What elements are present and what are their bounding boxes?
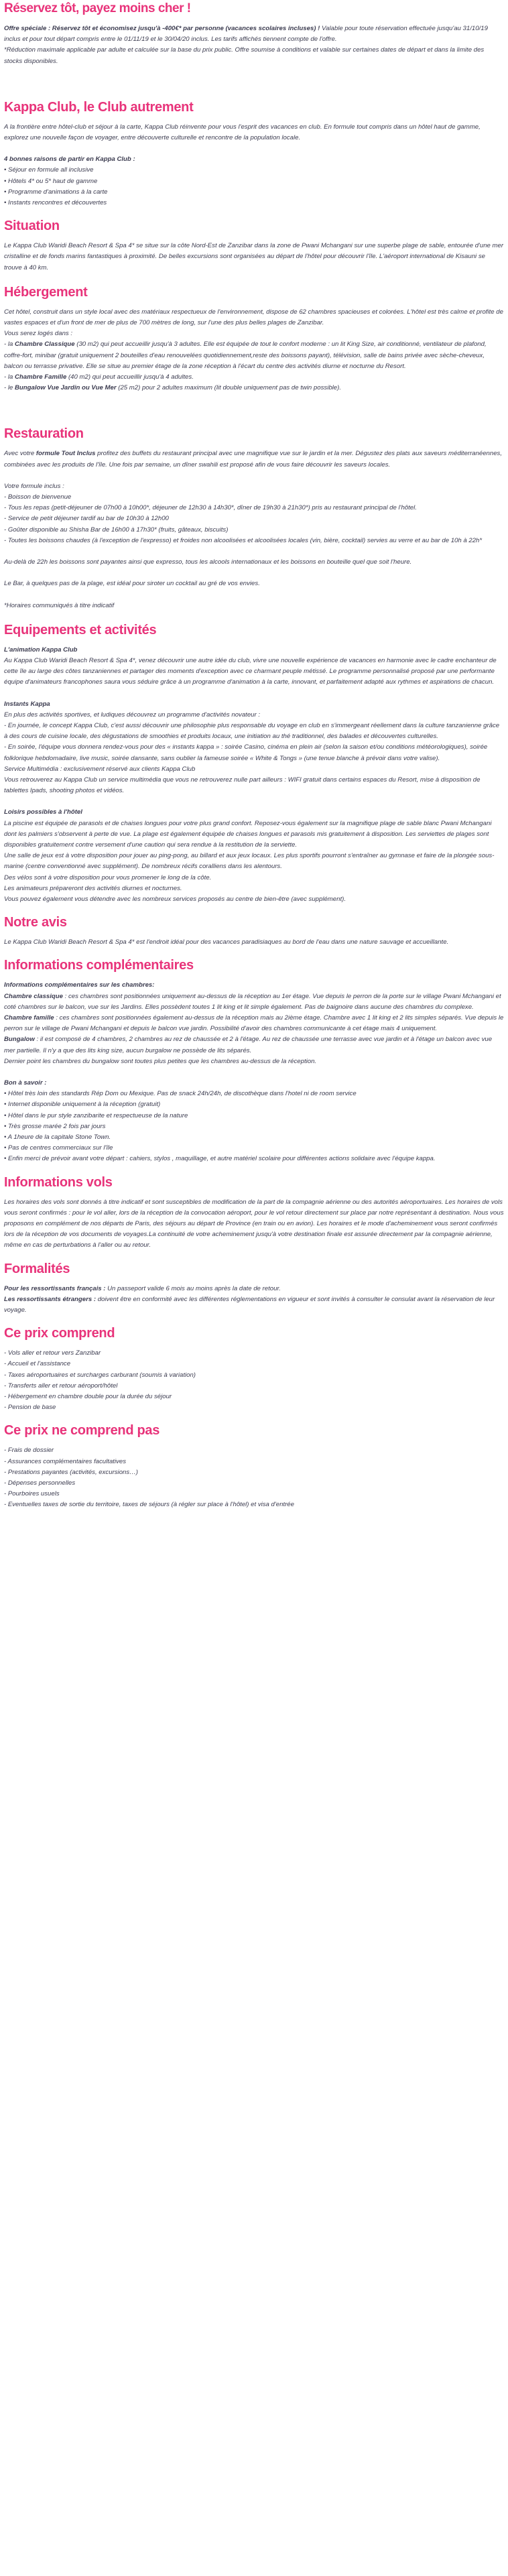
special-offer-text <box>4 23 504 45</box>
kappa-club-section <box>4 99 504 208</box>
section-title-situation: Situation <box>4 219 60 234</box>
reasons-title: 4 bonnes raisons de partir en Kappa Club : <box>4 156 135 164</box>
section-title-hebergement: Hébergement <box>4 284 88 300</box>
hebergement-section <box>4 284 504 394</box>
room-bungalow-name: Bungalow Vue Jardin ou Vue Mer <box>15 384 117 392</box>
section-title-avis: Notre avis <box>4 915 67 930</box>
bar-text: Le Bar, à quelques pas de la plage, est idéal pour siroter un cocktail au gré de vos envies. <box>4 580 260 588</box>
drinks-extra: Au-delà de 22h les boissons sont payantes ainsi que expresso, tous les alcools internationaux et les boissons en bouteille quel que soit l'heure. <box>4 558 412 566</box>
hebergement-text: Cet hôtel, construit dans un style local avec des matériaux respectueux de l'environnement, dispose de 62 chambres spacieuses et colorées. L'hôtel est très calme et profite de vastes espaces et d'un front de mer de plus de 700 mètres de long, sur l'une des plus belles plages de Zanzibar. Vous serez logés dans : <box>4 308 503 338</box>
offer-footnote: *Réduction maximale applicable par adulte et calculée sur la base du prix public. Offre soumise à conditions et valable sur certaines dates de départ et dans la limite des stocks disponibles. <box>4 46 485 65</box>
loisirs-title: Loisirs possibles à l'hôtel <box>4 808 82 816</box>
info-classique <box>4 991 504 1013</box>
formalites-french-text: Un passeport valide 6 mois au moins après la date de retour. <box>105 1284 281 1292</box>
section-title-vols: Informations vols <box>4 1174 113 1190</box>
situation-text: Le Kappa Club Waridi Beach Resort & Spa 4* se situe sur la côte Nord-Est de Zanzibar dans la zone de Pwani Mchangani sur une superbe plage de sable, entourée d'une mer cristalline et de fonds marins fantastiques à proximité. De belles excursions sont organisées au départ de l'hôtel pour découvrir l'île. L'aéroport international de Kisauni se trouve à 40 km. <box>4 242 504 271</box>
formalites-foreign <box>4 1294 504 1316</box>
restauration-section <box>4 426 504 611</box>
section-title-infos: Informations complémentaires <box>4 958 194 973</box>
animation-title: L'animation Kappa Club <box>4 646 78 654</box>
hours-note: *Horaires communiqués à titre indicatif <box>4 601 115 609</box>
vols-section <box>4 1174 504 1251</box>
situation-section <box>4 218 504 273</box>
formalites-french <box>4 1284 504 1294</box>
room-famille <box>4 372 504 383</box>
equipements-section <box>4 622 504 905</box>
special-offer-label: Offre spéciale : Réservez tôt et économisez jusqu'à -400€* par personne (vacances scolaires incluses) ! <box>4 25 320 32</box>
info-famille <box>4 1013 504 1034</box>
avis-section <box>4 914 504 948</box>
room-famille-desc: (40 m2) qui peut accueillir jusqu'à 4 adultes. <box>66 373 194 381</box>
early-booking-section <box>4 0 504 67</box>
section-title-price-excludes: Ce prix ne comprend pas <box>4 1423 160 1438</box>
info-bungalow-name: Bungalow <box>4 1036 35 1044</box>
restauration-text-rest: profitez des buffets du restaurant principal avec une magnifique vue sur le jardin et la mer. Dégustez des plats aux saveurs méditerranéennes, combinées avec les produits de l'île. Une fois par semaine, un dîner swahili est proposé afin de vous faire découvrir les saveurs locales. <box>4 450 502 469</box>
room-bungalow <box>4 383 504 393</box>
formalites-foreign-label: Les ressortissants étrangers : <box>4 1295 97 1303</box>
formula-details: Votre formule inclus : - Boisson de bienvenue - Tous les repas (petit-déjeuner de 07h00 à 10h00*, déjeuner de 12h30 à 14h30*, dîner de 19h30 à 21h30*) pris au restaurant principal de l'hôtel. - Service de petit déjeuner tardif au bar de 10h30 à 12h00 - Goûter disponible au Shisha Bar de 16h00 à 17h30* (fruits, gâteaux, biscuits) - Toutes les boissons chaudes (à l'exception de l'expresso) et froides non alcoolisées et alcoolisées locales (vin, bière, cocktail) servies au verre et au bar de 10h à 22h* <box>4 482 483 544</box>
good-to-know-list: • Hôtel très loin des standards Rép Dom ou Mexique. Pas de snack 24h/24h, de discothèque dans l'hotel ni de room service • Internet disponible uniquement à la réception (gratuit) • Hôtel dans le pur style zanzibarite et respectueuse de la nature • Très grosse marée 2 fois par jours • A 1heure de la capitale Stone Town. • Pas de centres commerciaux sur l'île • Enfin merci de prévoir avant votre départ : cahiers, stylos , maquillage, et autre matériel scolaire pour différentes actions solidaire avec l'équipe kappa. <box>4 1090 436 1163</box>
room-classique-prefix: - la <box>4 341 15 349</box>
loisirs-text: La piscine est équipée de parasols et de chaises longues pour votre plus grand confort. Reposez-vous également sur la magnifique plage de sable blanc Pwani Mchangani dont les palmiers s'observent à perte de vue. La plage est également équipée de chaises longues et parasols mis gratuitement à disposition. Les serviettes de plages sont disponibles gratuitement contre versement d'une caution qui sera rendue à la restitution de la serviette. Une salle de jeux est à votre disposition pour jouer au ping-pong, au billard et aux jeux locaux. Les plus sportifs pourront s'entraîner au gymnase et faire de la plongée sous-marine (centre conventionné avec supplément). De nombreux récifs coralliens dans les alentours. Des vélos sont à votre disposition pour vous promener le long de la côte. Les animateurs prépareront des activités diurnes et nocturnes. Vous pouvez également vous détendre avec les nombreux services proposés au centre de bien-être (avec supplément). <box>4 819 495 903</box>
special-offer-details: Valable pour toute réservation effectuée jusqu'au 31/10/19 inclus et pour tout départ compris entre le 01/11/19 et le 30/04/20 inclus. Les tarifs affichés tiennent compte de l'offre. <box>4 25 488 44</box>
section-title-formalites: Formalités <box>4 1261 70 1276</box>
restauration-formula-name: formule Tout Inclus <box>36 450 96 458</box>
reasons-list: • Séjour en formule all inclusive • Hôtels 4* ou 5* haut de gamme • Programme d'animations à la carte • Instants rencontres et découvertes <box>4 166 108 207</box>
section-title-equipements: Equipements et activités <box>4 622 157 637</box>
room-famille-prefix: - la <box>4 373 15 381</box>
section-title-kappa-club: Kappa Club, le Club autrement <box>4 99 194 115</box>
instants-text: En plus des activités sportives, et ludiques découvrez un programme d'activités novateur : - En journée, le concept Kappa Club, c'est aussi découvrir une philosophie plus responsable du voyage en club en s'immergeant réellement dans la culture tanzanienne grâce à des cours de cuisine locale, des dégustations de smoothies et produits locaux, une initiation au thé traditionnel, des balades et découvertes culturelles. - En soirée, l'équipe vous donnera rendez-vous pour des « instants kappa » : soirée Casino, cinéma en plein air (selon la saison et/ou conditions météorologiques), soirée folklorique hebdomadaire, live music, soirée dansante, sans oublier la fameuse soirée « White & Tongs » (une tenue blanche à prévoir dans votre valise). Service Multimédia : exclusivement réservé aux clients Kappa Club Vous retrouverez au Kappa Club un service multimédia que vous ne retrouverez nulle part ailleurs : WIFI gratuit dans certains espaces du Resort, mise à disposition de tablettes Ipads, shooting photos et vidéos. <box>4 711 500 795</box>
formalites-french-label: Pour les ressortissants français : <box>4 1284 106 1292</box>
price-excludes-section <box>4 1422 504 1510</box>
info-bungalow-desc: : il est composé de 4 chambres, 2 chambres au rez de chaussée et 2 à l'étage. Au rez de chaussée une terrasse avec vue jardin et à l'étage un balcon avec vue mer partielle. Il n'y a que des lits king size, aucun burgalow ne possède de lits séparés. Dernier point les chambres du bungalow sont toutes plus petites que les chambres au-dessus de la réception. <box>4 1036 493 1065</box>
info-bungalow <box>4 1034 504 1067</box>
instants-title: Instants Kappa <box>4 700 50 708</box>
kappa-club-text: A la frontière entre hôtel-club et séjour à la carte, Kappa Club réinvente pour vous l'esprit des vacances en club. En formule tout compris dans un hôtel haut de gamme, explorez une nouvelle façon de voyager, entre découverte culturelle et rencontre de la population locale. <box>4 123 481 142</box>
avis-text: Le Kappa Club Waridi Beach Resort & Spa 4* est l'endroit idéal pour des vacances paradisiaques au bord de l'eau dans une nature sauvage et accueillante. <box>4 938 449 946</box>
restauration-text-prefix: Avec votre <box>4 450 36 458</box>
room-famille-name: Chambre Famille <box>15 373 67 381</box>
formalites-foreign-text: doivent être en conformité avec les différentes réglementations en vigueur et sont invités à consulter le consulat avant la réservation de leur voyage. <box>4 1295 495 1314</box>
room-classique-name: Chambre Classique <box>15 341 75 349</box>
infos-section <box>4 957 504 1164</box>
vols-text: Les horaires des vols sont donnés à titre indicatif et sont susceptibles de modification de la part de la compagnie aérienne ou des autorités aéroportuaires. Les horaires de vols vous seront confirmés : pour le vol aller, lors de la réception de la convocation aéroport, pour le vol retour directement sur place par notre représentant à destination. Nous vous proposons en complément de nos départs de Paris, des séjours au départ de Province (en train ou en avion). Les horaires et le mode d'acheminement vous seront confirmés lors de la réception de vos documents de voyages.La continuité de votre acheminement jusqu'à votre destination finale est assurée directement par la compagnie aérienne, même en cas de perturbations à l'aller ou au retour. <box>4 1198 504 1249</box>
price-excludes-list: - Frais de dossier - Assurances complémentaires facultatives - Prestations payantes (activités, excursions…) - Dépenses personnelles - Pourboires usuels - Eventuelles taxes de sortie du territoire, taxes de séjours (à régler sur place à l'hôtel) et visa d'entrée <box>4 1447 294 1509</box>
info-classique-desc: : ces chambres sont positionnées uniquement au-dessus de la réception au 1er étage. Vue depuis le perron de la porte sur le village Pwani Mchangani et coté chambres sur le balcon, vue sur les Jardins. Elles possèdent toutes 1 lit king et lit simple également. Pas de baignoire dans aucune des chambres du complexe. <box>4 992 501 1011</box>
room-classique <box>4 339 504 372</box>
price-includes-list: - Vols aller et retour vers Zanzibar - Accueil et l'assistance - Taxes aéroportuaires et surcharges carburant (soumis à variation) - Transferts aller et retour aéroport/hôtel - Hébergement en chambre double pour la durée du séjour - Pension de base <box>4 1349 196 1412</box>
section-title-restauration: Restauration <box>4 426 84 442</box>
room-bungalow-desc: (25 m2) pour 2 adultes maximum (lit double uniquement pas de twin possible). <box>116 384 341 392</box>
rooms-info-title: Informations complémentaires sur les chambres: <box>4 981 155 989</box>
info-classique-name: Chambre classique <box>4 992 63 1000</box>
room-bungalow-prefix: - le <box>4 384 15 392</box>
section-title-early-booking: Réservez tôt, payez moins cher ! <box>4 1 191 15</box>
good-to-know-title: Bon à savoir : <box>4 1079 47 1087</box>
room-classique-desc: (30 m2) qui peut accueillir jusqu'à 3 adultes. Elle est équipée de tout le confort moderne : un lit King Size, air conditionné, ventilateur de plafond, coffre-fort, minibar (gratuit uniquement 2 bouteilles d'eau renouvelées quotidiennement,reste des boissons payant), télévision, salle de bains privée avec sèche-cheveux, balcon ou terrasse privative. Elle se situe au premier étage de la zone réception à l'écart du centre des activités diurne et nocturne du Resort. <box>4 341 487 370</box>
animation-text: Au Kappa Club Waridi Beach Resort & Spa 4*, venez découvrir une autre idée du club, vivre une nouvelle expérience de vacances en harmonie avec le cadre enchanteur de cette île au large des côtes tanzaniennes et partager des moments d'exception avec ce charmant peuple métissé. Le programme personnalisé proposé par une performante équipe d'animateurs francophones saura vous séduire grâce à un programme d'animation à la carte, innovant, et parfaitement adapté aux rythmes et aspirations de chacun. <box>4 656 497 686</box>
info-famille-name: Chambre famille <box>4 1014 54 1022</box>
restauration-text <box>4 448 504 470</box>
price-includes-section <box>4 1325 504 1413</box>
section-title-price-includes: Ce prix comprend <box>4 1326 115 1341</box>
formalites-section <box>4 1261 504 1316</box>
info-famille-desc: : ces chambres sont positionnées également au-dessus de la réception mais au 2ième étage. Chambre avec 1 lit king et 2 lits simples séparés. Vue depuis le perron sur le village de Pwani Mchangani et depuis le balcon vue jardin. Possibilité d'avoir des chambres communicante à cet étage mais 4 uniquement. <box>4 1014 504 1033</box>
